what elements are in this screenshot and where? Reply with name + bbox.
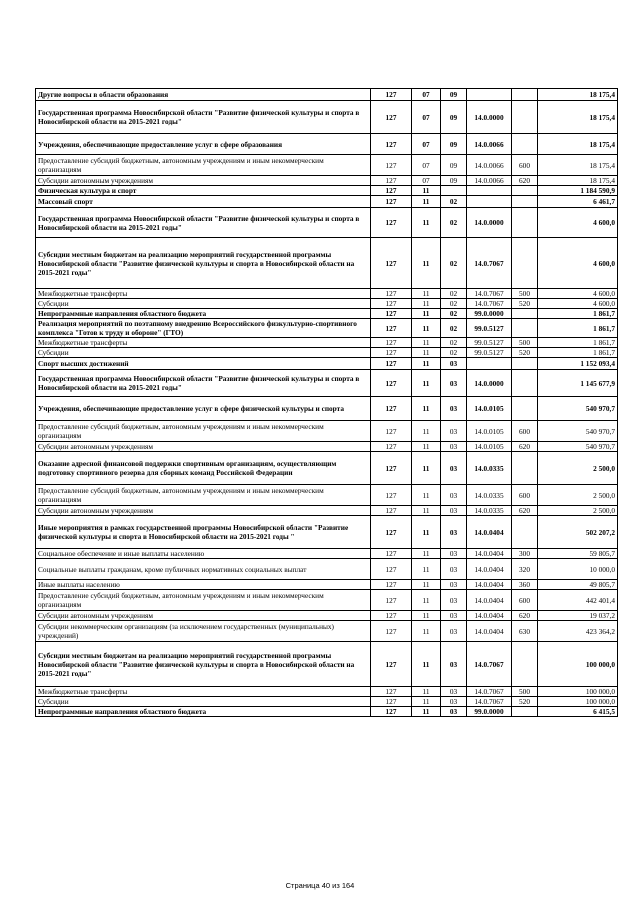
cell-target-article: 14.0.0404 [467,621,512,642]
cell-grbs: 127 [371,516,412,549]
cell-amount: 18 175,4 [538,176,618,186]
cell-grbs: 127 [371,299,412,309]
cell-subsection: 03 [441,687,467,697]
cell-amount: 4 600,0 [538,208,618,238]
cell-amount: 1 184 590,9 [538,186,618,196]
cell-section: 07 [412,101,441,134]
cell-expense-type: 620 [512,176,538,186]
cell-name: Непрограммные направления областного бюджета [36,707,371,717]
cell-name: Учреждения, обеспечивающие предоставление услуг в сфере образования [36,134,371,155]
cell-grbs: 127 [371,580,412,590]
cell-expense-type: 600 [512,155,538,176]
cell-expense-type [512,186,538,196]
cell-expense-type [512,238,538,289]
cell-amount: 540 970,7 [538,421,618,442]
cell-section: 11 [412,442,441,452]
cell-section: 11 [412,452,441,485]
budget-table-body [36,89,618,717]
cell-subsection: 03 [441,707,467,717]
cell-expense-type [512,397,538,421]
cell-section: 11 [412,687,441,697]
cell-subsection: 03 [441,485,467,506]
cell-target-article: 14.0.7067 [467,299,512,309]
cell-subsection: 02 [441,309,467,319]
table-row [36,642,618,687]
cell-target-article [467,186,512,196]
cell-grbs: 127 [371,559,412,580]
cell-target-article: 99.0.5127 [467,319,512,338]
cell-subsection: 03 [441,621,467,642]
cell-subsection: 09 [441,89,467,101]
cell-grbs: 127 [371,289,412,299]
cell-section: 11 [412,299,441,309]
cell-amount: 59 805,7 [538,549,618,559]
cell-amount: 10 000,0 [538,559,618,580]
cell-target-article: 14.0.7067 [467,642,512,687]
cell-subsection: 03 [441,642,467,687]
cell-section: 07 [412,155,441,176]
cell-name: Социальные выплаты гражданам, кроме публичных нормативных социальных выплат [36,559,371,580]
cell-expense-type: 520 [512,697,538,707]
cell-amount: 18 175,4 [538,101,618,134]
cell-subsection: 03 [441,611,467,621]
cell-amount: 1 861,7 [538,338,618,348]
table-row [36,397,618,421]
table-row [36,208,618,238]
cell-section: 11 [412,186,441,196]
cell-grbs: 127 [371,238,412,289]
cell-section: 11 [412,309,441,319]
cell-subsection: 03 [441,452,467,485]
table-row [36,559,618,580]
cell-name: Массовый спорт [36,196,371,208]
cell-amount: 1 861,7 [538,309,618,319]
cell-target-article: 14.0.7067 [467,289,512,299]
budget-table [35,88,618,717]
cell-name: Предоставление субсидий бюджетным, автономным учреждениям и иным некоммерческим организациям [36,590,371,611]
table-row [36,452,618,485]
cell-expense-type: 620 [512,611,538,621]
cell-name: Субсидии автономным учреждениям [36,506,371,516]
cell-amount: 4 600,0 [538,299,618,309]
cell-subsection: 02 [441,299,467,309]
cell-expense-type [512,370,538,397]
cell-grbs: 127 [371,506,412,516]
cell-amount: 100 000,0 [538,642,618,687]
cell-name: Межбюджетные трансферты [36,289,371,299]
cell-expense-type: 620 [512,442,538,452]
cell-grbs: 127 [371,155,412,176]
cell-subsection: 03 [441,580,467,590]
cell-amount: 2 500,0 [538,485,618,506]
cell-target-article: 99.0.5127 [467,348,512,358]
cell-target-article: 14.0.7067 [467,697,512,707]
cell-section: 11 [412,559,441,580]
cell-subsection: 02 [441,208,467,238]
cell-grbs: 127 [371,370,412,397]
cell-target-article: 14.0.0066 [467,134,512,155]
cell-target-article: 99.0.0000 [467,309,512,319]
table-row [36,358,618,370]
cell-grbs: 127 [371,319,412,338]
cell-expense-type [512,208,538,238]
cell-section: 11 [412,358,441,370]
cell-name: Оказание адресной финансовой поддержки спортивным организациям, осуществляющим подготовку спортивного резерва для сборных команд Российской Федерации [36,452,371,485]
table-row [36,196,618,208]
cell-amount: 1 145 677,9 [538,370,618,397]
cell-grbs: 127 [371,348,412,358]
cell-target-article [467,89,512,101]
cell-amount: 442 401,4 [538,590,618,611]
cell-amount: 18 175,4 [538,134,618,155]
cell-section: 11 [412,642,441,687]
page-footer: Страница 40 из 164 [285,881,355,890]
cell-grbs: 127 [371,549,412,559]
cell-target-article: 14.0.0105 [467,442,512,452]
table-row [36,348,618,358]
cell-expense-type: 600 [512,421,538,442]
cell-amount: 49 805,7 [538,580,618,590]
cell-grbs: 127 [371,642,412,687]
cell-target-article: 14.0.0335 [467,485,512,506]
cell-subsection: 02 [441,196,467,208]
cell-section: 11 [412,370,441,397]
table-row [36,338,618,348]
cell-amount: 19 037,2 [538,611,618,621]
cell-target-article: 14.0.0105 [467,397,512,421]
cell-section: 11 [412,590,441,611]
table-row [36,697,618,707]
cell-name: Государственная программа Новосибирской области "Развитие физической культуры и спорта в Новосибирской области на 2015-2021 годы" [36,101,371,134]
cell-target-article: 14.0.0335 [467,506,512,516]
cell-expense-type [512,516,538,549]
cell-section: 11 [412,485,441,506]
table-row [36,549,618,559]
cell-name: Субсидии местным бюджетам на реализацию мероприятий государственной программы Новосибирской области "Развитие физической культуры и спорта в Новосибирской области на 2015-2021 годы" [36,642,371,687]
cell-subsection: 09 [441,176,467,186]
cell-subsection: 09 [441,155,467,176]
cell-name: Социальное обеспечение и иные выплаты населению [36,549,371,559]
cell-expense-type [512,309,538,319]
cell-name: Реализация мероприятий по поэтапному внедрению Всероссийского физкультурно-спортивного комплекса "Готов к труду и обороне" (ГТО) [36,319,371,338]
cell-subsection: 03 [441,697,467,707]
cell-name: Субсидии [36,697,371,707]
cell-grbs: 127 [371,134,412,155]
cell-expense-type [512,89,538,101]
cell-name: Спорт высших достижений [36,358,371,370]
cell-amount: 2 500,0 [538,452,618,485]
cell-name: Иные выплаты населению [36,580,371,590]
table-row [36,319,618,338]
table-row [36,621,618,642]
cell-name: Субсидии автономным учреждениям [36,176,371,186]
cell-amount: 6 461,7 [538,196,618,208]
cell-grbs: 127 [371,621,412,642]
cell-expense-type: 630 [512,621,538,642]
table-row [36,611,618,621]
cell-target-article: 14.0.0404 [467,549,512,559]
cell-amount: 4 600,0 [538,238,618,289]
cell-name: Предоставление субсидий бюджетным, автономным учреждениям и иным некоммерческим организациям [36,421,371,442]
cell-subsection: 02 [441,319,467,338]
cell-grbs: 127 [371,208,412,238]
cell-expense-type [512,196,538,208]
cell-subsection: 02 [441,289,467,299]
cell-section: 11 [412,208,441,238]
cell-section: 11 [412,580,441,590]
table-row [36,238,618,289]
cell-grbs: 127 [371,186,412,196]
cell-expense-type: 600 [512,485,538,506]
cell-name: Субсидии местным бюджетам на реализацию мероприятий государственной программы Новосибирской области "Развитие физической культуры и спорта в Новосибирской области на 2015-2021 годы" [36,238,371,289]
cell-grbs: 127 [371,101,412,134]
cell-section: 11 [412,549,441,559]
cell-amount: 1 861,7 [538,348,618,358]
table-row [36,506,618,516]
cell-section: 11 [412,516,441,549]
cell-name: Предоставление субсидий бюджетным, автономным учреждениям и иным некоммерческим организациям [36,485,371,506]
cell-target-article: 14.0.7067 [467,238,512,289]
table-row [36,101,618,134]
cell-name: Учреждения, обеспечивающие предоставление услуг в сфере физической культуры и спорта [36,397,371,421]
cell-grbs: 127 [371,196,412,208]
cell-expense-type [512,642,538,687]
table-row [36,370,618,397]
cell-expense-type: 360 [512,580,538,590]
table-row [36,89,618,101]
cell-subsection [441,186,467,196]
cell-subsection: 03 [441,516,467,549]
cell-section: 11 [412,397,441,421]
table-row [36,186,618,196]
table-row [36,289,618,299]
cell-amount: 2 500,0 [538,506,618,516]
cell-grbs: 127 [371,452,412,485]
cell-subsection: 03 [441,549,467,559]
cell-name: Непрограммные направления областного бюджета [36,309,371,319]
cell-amount: 18 175,4 [538,89,618,101]
table-row [36,687,618,697]
cell-expense-type: 620 [512,506,538,516]
cell-name: Иные мероприятия в рамках государственной программы Новосибирской области "Развитие физической культуры и спорта в Новосибирской области на 2015-2021 годы " [36,516,371,549]
table-row [36,134,618,155]
cell-section: 11 [412,621,441,642]
cell-expense-type: 500 [512,338,538,348]
cell-amount: 502 207,2 [538,516,618,549]
cell-section: 11 [412,421,441,442]
cell-target-article: 14.0.0404 [467,611,512,621]
cell-name: Субсидии автономным учреждениям [36,611,371,621]
cell-name: Предоставление субсидий бюджетным, автономным учреждениям и иным некоммерческим организациям [36,155,371,176]
cell-grbs: 127 [371,421,412,442]
table-row [36,516,618,549]
cell-section: 11 [412,348,441,358]
cell-name: Государственная программа Новосибирской области "Развитие физической культуры и спорта в Новосибирской области на 2015-2021 годы" [36,370,371,397]
cell-subsection: 03 [441,421,467,442]
cell-section: 07 [412,176,441,186]
cell-grbs: 127 [371,176,412,186]
cell-expense-type: 320 [512,559,538,580]
cell-target-article: 14.0.7067 [467,687,512,697]
cell-subsection: 03 [441,397,467,421]
table-row [36,176,618,186]
cell-expense-type: 600 [512,590,538,611]
cell-target-article: 14.0.0105 [467,421,512,442]
table-row [36,590,618,611]
cell-target-article: 14.0.0335 [467,452,512,485]
table-row [36,421,618,442]
cell-expense-type: 520 [512,299,538,309]
cell-grbs: 127 [371,89,412,101]
cell-target-article: 14.0.0066 [467,176,512,186]
cell-grbs: 127 [371,485,412,506]
cell-name: Субсидии [36,299,371,309]
table-row [36,442,618,452]
cell-section: 11 [412,506,441,516]
table-row [36,485,618,506]
table-row [36,155,618,176]
cell-subsection: 02 [441,348,467,358]
cell-subsection: 02 [441,338,467,348]
cell-grbs: 127 [371,590,412,611]
cell-target-article: 14.0.0404 [467,559,512,580]
cell-expense-type [512,358,538,370]
table-row [36,309,618,319]
cell-subsection: 03 [441,358,467,370]
cell-amount: 100 000,0 [538,697,618,707]
cell-grbs: 127 [371,707,412,717]
cell-expense-type [512,101,538,134]
cell-subsection: 03 [441,442,467,452]
cell-amount: 100 000,0 [538,687,618,697]
cell-subsection: 09 [441,101,467,134]
cell-expense-type: 300 [512,549,538,559]
cell-expense-type: 500 [512,687,538,697]
cell-target-article: 14.0.0000 [467,101,512,134]
cell-name: Субсидии [36,348,371,358]
cell-expense-type: 500 [512,289,538,299]
cell-grbs: 127 [371,697,412,707]
cell-grbs: 127 [371,338,412,348]
cell-target-article: 14.0.0066 [467,155,512,176]
table-row [36,707,618,717]
cell-amount: 540 970,7 [538,442,618,452]
cell-amount: 1 861,7 [538,319,618,338]
cell-target-article [467,196,512,208]
table-row [36,580,618,590]
cell-grbs: 127 [371,611,412,621]
cell-subsection: 03 [441,559,467,580]
cell-grbs: 127 [371,309,412,319]
cell-section: 11 [412,196,441,208]
cell-subsection: 02 [441,238,467,289]
cell-name: Физическая культура и спорт [36,186,371,196]
cell-amount: 423 364,2 [538,621,618,642]
cell-subsection: 03 [441,590,467,611]
cell-expense-type [512,134,538,155]
cell-target-article: 14.0.0404 [467,590,512,611]
cell-name: Субсидии автономным учреждениям [36,442,371,452]
cell-target-article: 14.0.0404 [467,516,512,549]
cell-expense-type: 520 [512,348,538,358]
cell-expense-type [512,319,538,338]
cell-section: 11 [412,707,441,717]
cell-amount: 6 415,5 [538,707,618,717]
cell-name: Межбюджетные трансферты [36,687,371,697]
cell-grbs: 127 [371,397,412,421]
cell-target-article: 14.0.0000 [467,208,512,238]
cell-subsection: 03 [441,370,467,397]
cell-subsection: 03 [441,506,467,516]
cell-target-article: 14.0.0404 [467,580,512,590]
cell-amount: 18 175,4 [538,155,618,176]
cell-section: 11 [412,319,441,338]
cell-amount: 1 152 093,4 [538,358,618,370]
cell-section: 11 [412,611,441,621]
cell-expense-type [512,452,538,485]
cell-section: 11 [412,697,441,707]
table-row [36,299,618,309]
cell-section: 11 [412,338,441,348]
cell-grbs: 127 [371,442,412,452]
cell-grbs: 127 [371,687,412,697]
cell-section: 11 [412,289,441,299]
cell-amount: 4 600,0 [538,289,618,299]
cell-name: Субсидии некоммерческим организациям (за исключением государственных (муниципальных) учреждений) [36,621,371,642]
cell-grbs: 127 [371,358,412,370]
cell-target-article: 99.0.5127 [467,338,512,348]
cell-name: Межбюджетные трансферты [36,338,371,348]
cell-target-article: 99.0.0000 [467,707,512,717]
cell-subsection: 09 [441,134,467,155]
cell-name: Государственная программа Новосибирской области "Развитие физической культуры и спорта в Новосибирской области на 2015-2021 годы" [36,208,371,238]
cell-amount: 540 970,7 [538,397,618,421]
cell-section: 07 [412,134,441,155]
cell-target-article: 14.0.0000 [467,370,512,397]
cell-expense-type [512,707,538,717]
cell-section: 07 [412,89,441,101]
cell-section: 11 [412,238,441,289]
cell-target-article [467,358,512,370]
cell-name: Другие вопросы в области образования [36,89,371,101]
